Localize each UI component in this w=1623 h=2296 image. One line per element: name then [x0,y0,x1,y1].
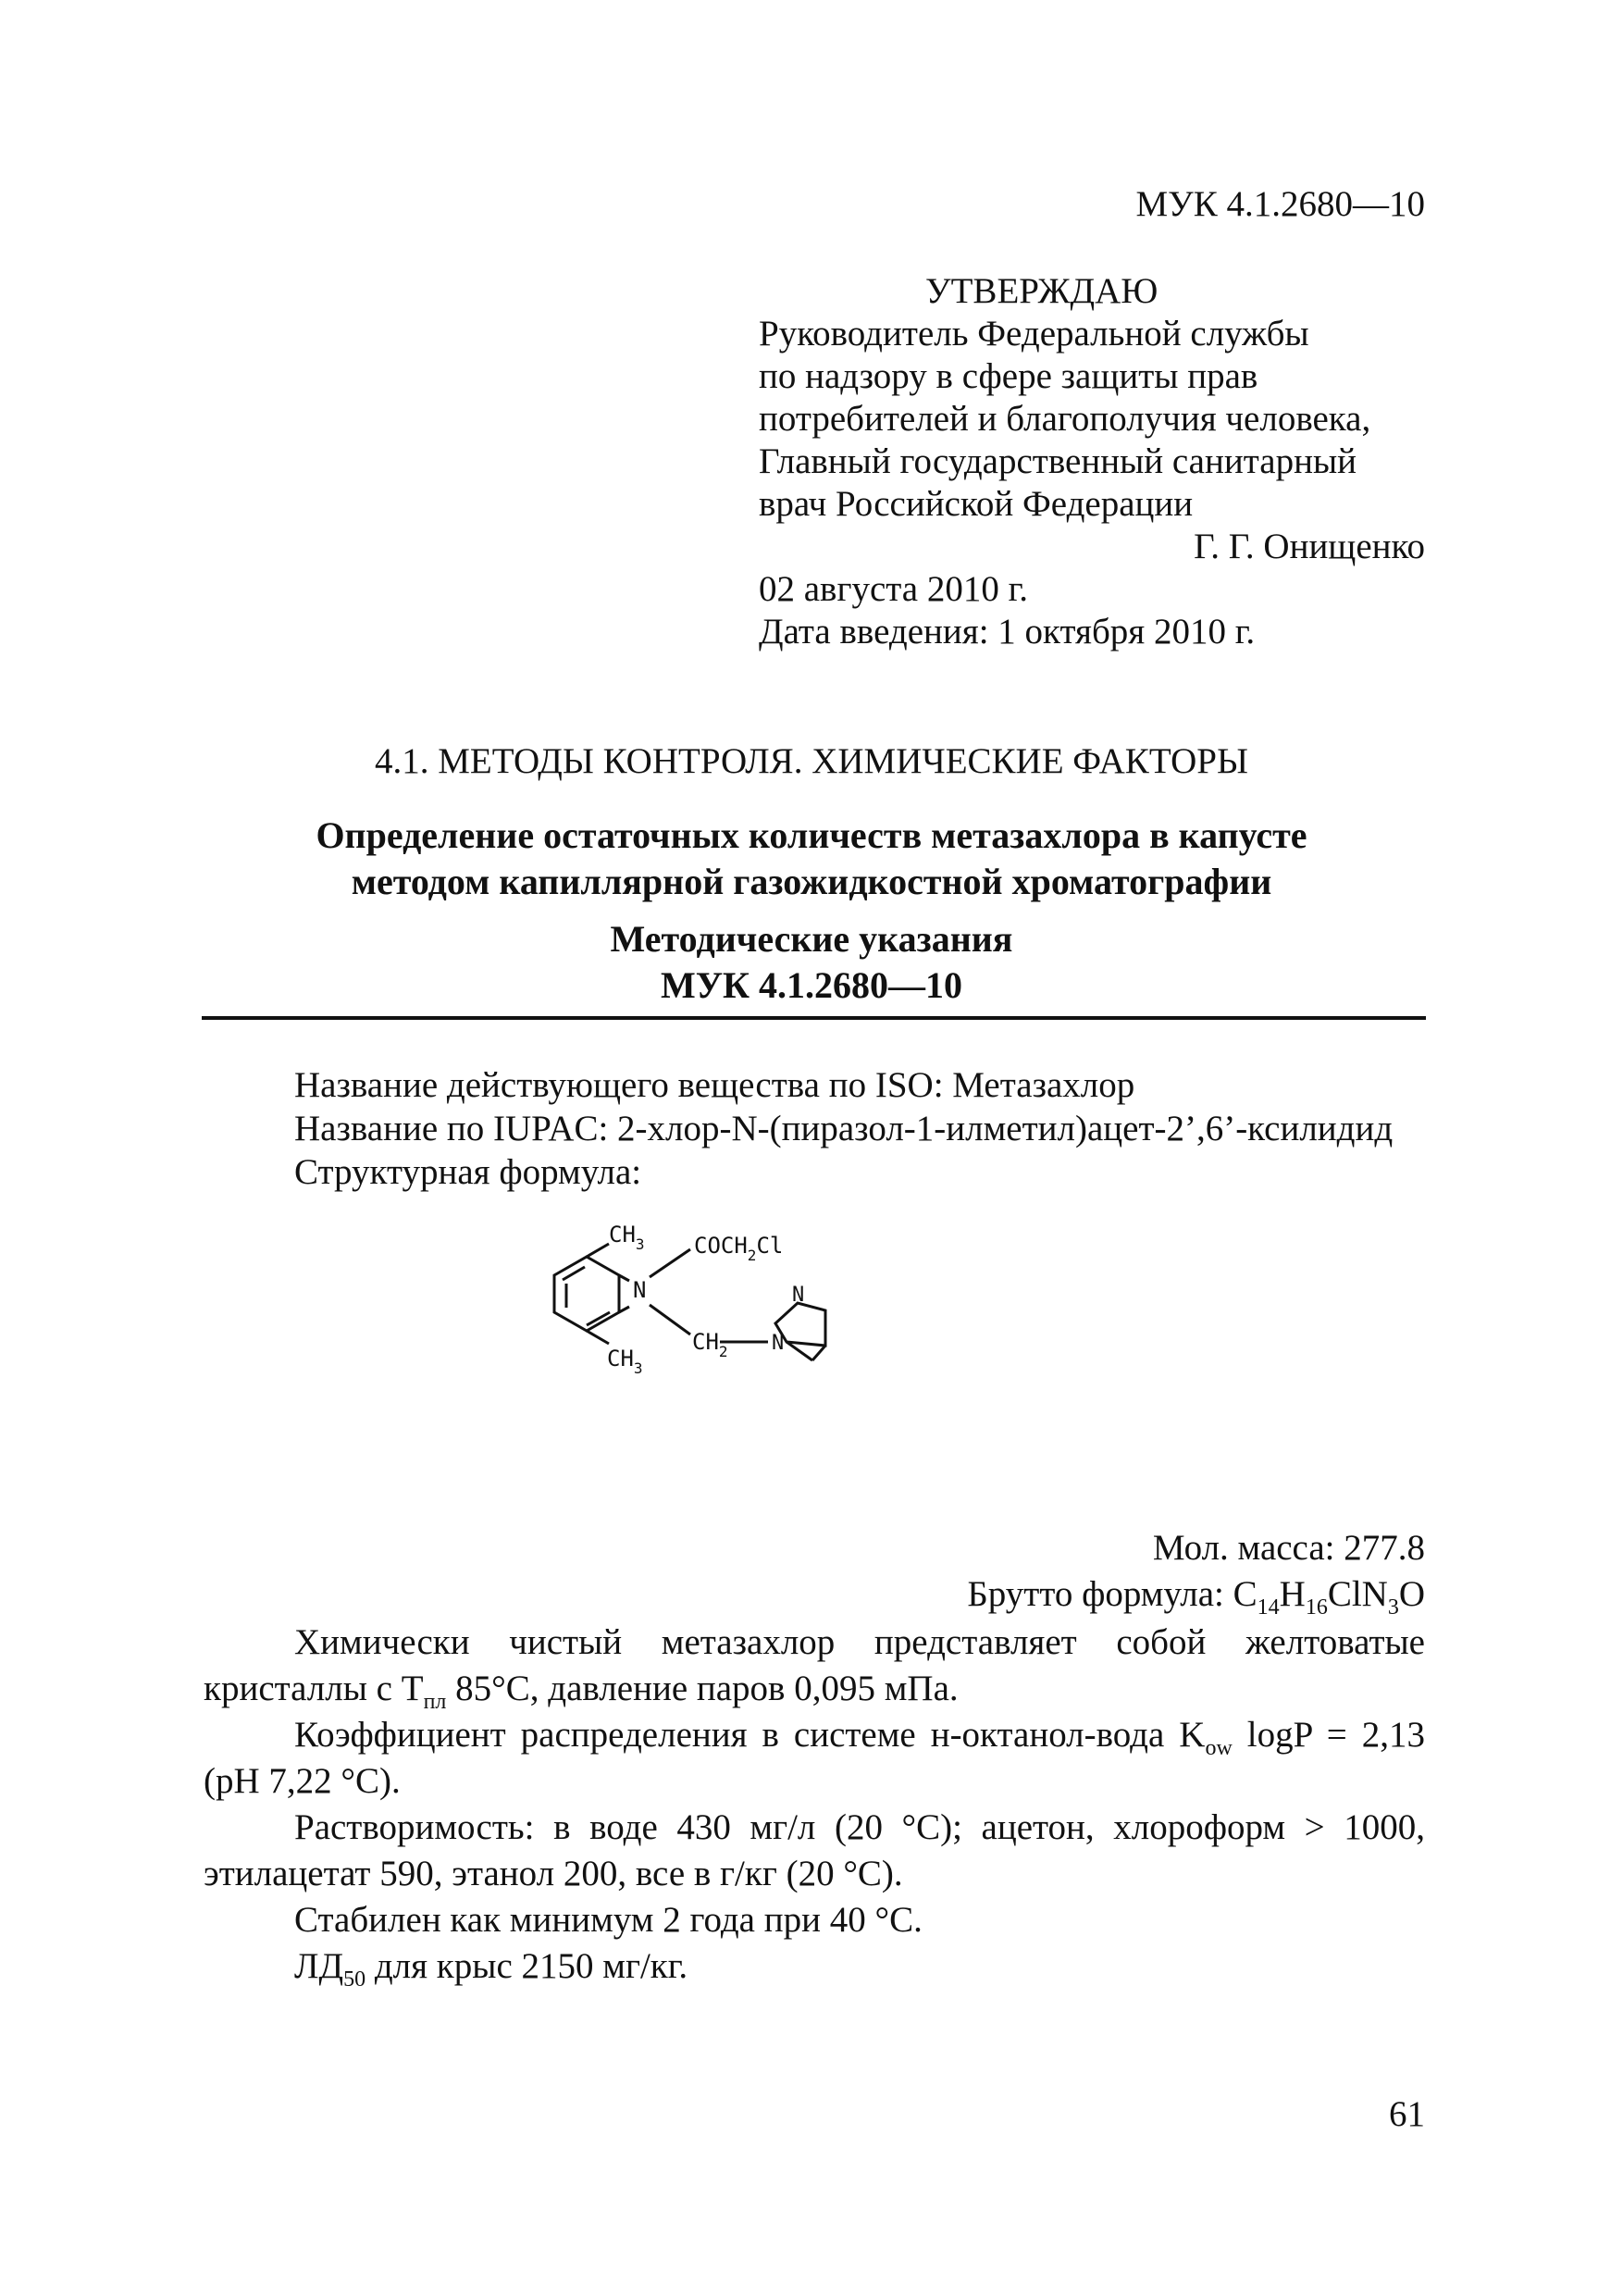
coch2cl-cl-label: Cl [756,1233,784,1259]
formula-h: H [1279,1574,1306,1614]
section-title: 4.1. МЕТОДЫ КОНТРОЛЯ. ХИМИЧЕСКИЕ ФАКТОРЫ [375,741,1248,781]
benzene-ring [554,1257,619,1331]
structural-formula-label: Структурная формула: [294,1152,642,1192]
structural-formula-diagram [518,1222,1092,1499]
document-title-line: методом капиллярной газожидкостной хроматографии [351,861,1272,902]
formula-c: C [1233,1574,1258,1614]
svg-text:CH2 [692,1329,728,1360]
title-divider [202,1016,1426,1020]
paragraph-text: Химически чистый метазахлор представляет собой желтоватые кристаллы с Т [204,1622,1425,1708]
document-title-line: Определение остаточных количеств метазахлора в капусте [316,814,1307,856]
document-code-header: МУК 4.1.2680—10 [1135,184,1425,224]
formula-o: O [1398,1574,1425,1614]
formula-n-count: 3 [1387,1595,1399,1620]
document-subtitle [0,916,1623,1009]
approval-block [759,270,1425,653]
ch3-bottom-subscript: 3 [633,1359,643,1377]
coch2cl-subscript: 2 [747,1247,757,1264]
paragraph-text: для крыс 2150 мг/кг. [365,1946,688,1986]
paragraph-text: ЛД [294,1946,344,1986]
iupac-name: Название по IUPAC: 2-хлор-N-(пиразол-1-илметил)ацет-2’,6’-ксилидид [294,1109,1394,1148]
coch2cl-label: COCH [694,1233,748,1259]
formula-c-count: 14 [1257,1595,1280,1620]
paragraph-text: 85°С, давление паров 0,095 мПа. [446,1669,959,1708]
document-subtitle-line: Методические указания [610,918,1013,960]
approval-position-line: по надзору в сфере защиты прав [759,356,1258,396]
paragraph-appearance [204,1620,1425,1712]
pyrazole-n-bottom-label: N [772,1332,785,1355]
pyrazole-n-top-label: N [792,1284,805,1307]
paragraph-stability: Стабилен как минимум 2 года при 40 °С. [294,1900,923,1940]
formula-h-count: 16 [1305,1595,1328,1620]
page-number: 61 [1389,2094,1425,2134]
gross-formula [833,1573,1425,1620]
subscript: 50 [343,1967,366,1992]
approval-date: 02 августа 2010 г. [759,569,1028,609]
paragraph-toxicity [204,1943,1425,1990]
ch2-subscript: 2 [718,1343,728,1360]
subscript: пл [423,1689,447,1714]
paragraph-text: Коэффициент распределения в системе н-октанол-вода K [294,1715,1206,1755]
substance-info [294,1064,1393,1195]
approval-position-line: потребителей и благополучия человека, [759,399,1371,439]
document-title [0,813,1623,905]
ch3-top-label: CH [609,1222,636,1247]
approval-position-line: Руководитель Федеральной службы [759,314,1309,354]
ch3-top-subscript: 3 [635,1235,645,1253]
approval-position-line: врач Российской Федерации [759,484,1194,524]
ch3-bottom-label: CH [607,1346,634,1371]
amide-n-label: N [633,1277,647,1303]
body-text [204,1620,1425,1990]
formula-cln: ClN [1327,1574,1388,1614]
paragraph-solubility: Растворимость: в воде 430 мг/л (20 °С); ацетон, хлороформ > 1000, этилацетат 590, этанол 200, все в г/кг (20 °С). [204,1807,1425,1893]
iso-name: Название действующего вещества по ISO: Метазахлор [294,1065,1135,1105]
bonds [587,1244,768,1344]
ch2-label: CH [692,1329,719,1355]
approval-position-line: Главный государственный санитарный [759,441,1357,481]
paragraph-text: logP = 2,13 (pH 7,22 °С). [204,1715,1425,1801]
introduction-date: Дата введения: 1 октября 2010 г. [759,612,1256,652]
svg-text:CH3 [607,1346,643,1377]
molecular-mass: Мол. масса: 277.8 [1152,1528,1425,1568]
gross-formula-label: Брутто формула: [967,1574,1233,1614]
svg-text:COCH2Cl [694,1233,783,1264]
approval-title: УТВЕРЖДАЮ [925,271,1158,311]
document-subtitle-line: МУК 4.1.2680—10 [660,964,963,1006]
approval-signer: Г. Г. Онищенко [1194,527,1425,566]
svg-text:CH3 [609,1222,645,1253]
paragraph-partition [204,1712,1425,1805]
subscript: ow [1205,1735,1233,1760]
